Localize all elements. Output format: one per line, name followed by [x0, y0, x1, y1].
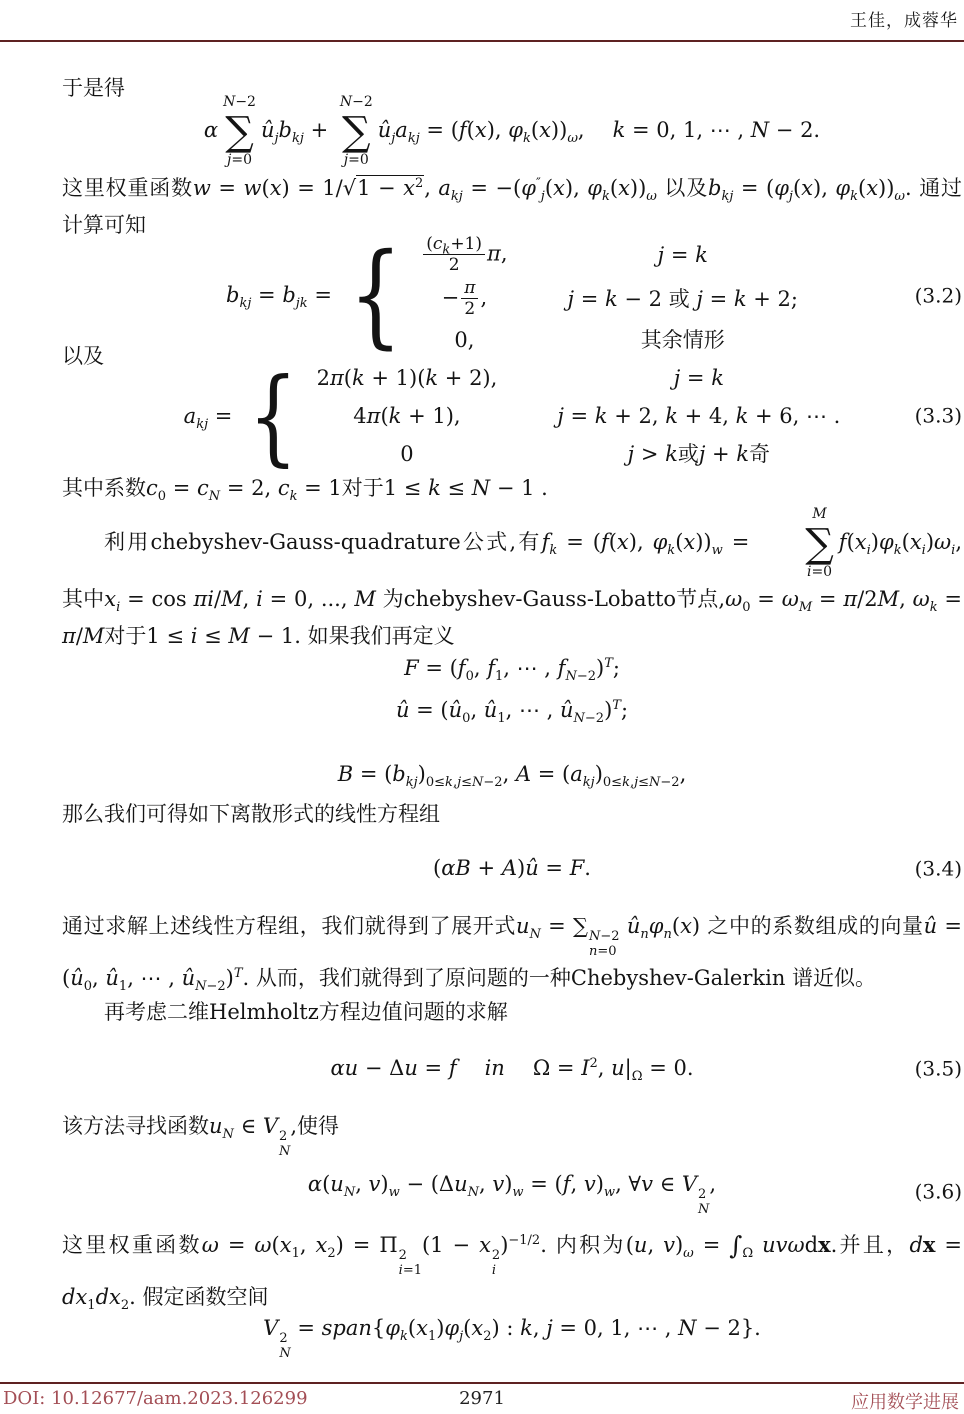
paragraph-quadrature: 利用chebyshev-Gauss-quadrature公式,有$f_k = (f(x)$, $\varphi_k(x))_w$ = M ∑ i=0 $f(x_i)\varphi_k(x_i)\omega_i$, 其中$x_i = \cos \pi i/M$, i = 0, ..., M 为chebyshev-Gauss-Lobatto节点$,\omega_0 = \omega_M = \pi/2M$, $\omega_k = \pi/M$对于1 ≤ i ≤ M − 1. 如果我们再定义	[62, 506, 963, 648]
equation-lhs: $a_{kj}$ =	[183, 403, 233, 432]
equation-span-space	[62, 1310, 962, 1362]
case-value: − $\frac{\pi}{2}$ ,	[441, 277, 488, 320]
paragraph-intro: 于是得	[62, 76, 125, 100]
equation-number: (3.5)	[914, 1056, 962, 1080]
case-condition: 其余情形	[640, 327, 725, 352]
equation-body: û = ($û_0$, $û_1$, ⋯ , $û_{N-2})^T$;	[395, 698, 629, 727]
equation-u-vector	[62, 692, 962, 729]
equation-number: (3.6)	[914, 1179, 962, 1204]
journal-name: 应用数学进展	[851, 1392, 959, 1413]
equation-number: (3.4)	[914, 856, 962, 880]
equation-body: V 2 N = $span\{\varphi_k(x_1)\varphi_j(x_2)$ : k, j = 0, 1, ⋯ , N − 2}.	[263, 1316, 761, 1362]
equation-number: (3.3)	[914, 403, 962, 428]
equation-body: $\alpha(u_N$, $v)_w - (\Delta u_N$, $v)_w = (f$, $v)_w$, ∀v ∈ V 2 N ,	[307, 1172, 717, 1218]
paragraph-solution: 通过求解上述线性方程组，我们就得到了展开式$u_N$ = ∑ N−2 n=0 $û_n\varphi_n(x)$ 之中的系数组成的向量û = ($û_0$, $û_1$, ⋯ , $û_{N-2})^T$. 从而，我们就得到了原问题的一种Chebyshev-Galerkin 谱近似。	[62, 914, 962, 994]
case-condition: j > k或j + k奇	[627, 442, 771, 466]
equation-galerkin-sum	[62, 94, 962, 169]
paragraph-coefficients: 其中系数$c_0 = c_N = 2$, $c_k = 1$对于1 ≤ k ≤ N − 1 .	[62, 476, 548, 505]
header-authors: 王佳，成蓉华	[850, 11, 958, 31]
equation-matrices	[62, 756, 962, 793]
case-condition: j = k − 2 或 j = k + 2;	[567, 286, 798, 311]
equation-body: α N−2 ∑ j=0 $û_jb_{kj}$ + N−2 ∑ j=0 $û_ja_{kj} = (f(x)$, $\varphi_k(x))_\omega$, k = 0, 1, ⋯ , N − 2.	[203, 94, 821, 168]
equation-3-5	[62, 1050, 962, 1087]
equation-3-3	[62, 360, 962, 472]
paragraph-weight-2d: 这里权重函数$\omega = \omega(x_1$, $x_2) = \Pi$ 2 i=1 (1 − x 2 i )$^{-1/2}$. 内积为(u, $v)_\omega = \int_\Omega$ uvωdx.并且，dx = $dx_1dx_2$. 假定函数空间	[62, 1231, 962, 1313]
case-value: $\frac{(c_k+1)}{2}$ π,	[421, 234, 507, 276]
case-condition: j = k + 2, k + 4, k + 6, ⋯ .	[557, 404, 841, 428]
header-rule	[0, 40, 964, 42]
equation-number: (3.2)	[914, 283, 962, 308]
case-value: 0,	[454, 327, 475, 352]
case-value: 2π(k + 1)(k + 2),	[316, 366, 498, 390]
left-brace	[349, 248, 402, 343]
case-condition: j = k	[673, 366, 724, 390]
equation-body: (αB + A)û = F.	[433, 856, 591, 880]
equation-3-6	[62, 1166, 962, 1218]
page-number: 2971	[459, 1388, 505, 1409]
case-value: 4π(k + 1),	[353, 404, 461, 428]
case-value: 0	[400, 442, 414, 466]
paragraph-helmholtz-2d: 再考虑二维Helmholtz方程边值问题的求解	[104, 1000, 508, 1024]
cases-akj	[240, 360, 840, 472]
equation-body: $B = (b_{kj})_{0\le k,j\le N-2}$, $A = (a_{kj})_{0\le k,j\le N-2}$,	[337, 762, 687, 791]
paragraph-seek-function: 该方法寻找函数$u_N$ ∈ V 2 N ,使得	[62, 1114, 340, 1160]
paragraph-and: 以及	[62, 344, 104, 368]
paragraph-weight-function: 这里权重函数$w = w(x) = 1/√1 - x^2$, $a_{kj} = -(\varphi''_j(x)$, $\varphi_k(x))_\omega$ 以及$b_{kj} = (\varphi_j(x)$, $\varphi_k(x))_\omega$. 通过计算可知	[62, 176, 963, 237]
equation-lhs: $b_{kj} = b_{jk}$ =	[226, 283, 332, 312]
equation-3-4	[62, 850, 962, 887]
case-condition: j = k	[657, 242, 708, 267]
doi-link[interactable]: DOI: 10.12677/aam.2023.126299	[3, 1388, 308, 1409]
left-brace	[249, 372, 299, 460]
paragraph-linear-system: 那么我们可得如下离散形式的线性方程组	[62, 802, 440, 826]
equation-body: αu − Δu = f in $\Omega = I^2$, $u|_\Omega = 0$.	[330, 1056, 694, 1085]
equation-F-vector	[62, 650, 962, 687]
footer-rule	[0, 1382, 964, 1384]
equation-body: $F = (f_0$, $f_1$, ⋯ , $f_{N-2})^T$;	[404, 656, 620, 685]
